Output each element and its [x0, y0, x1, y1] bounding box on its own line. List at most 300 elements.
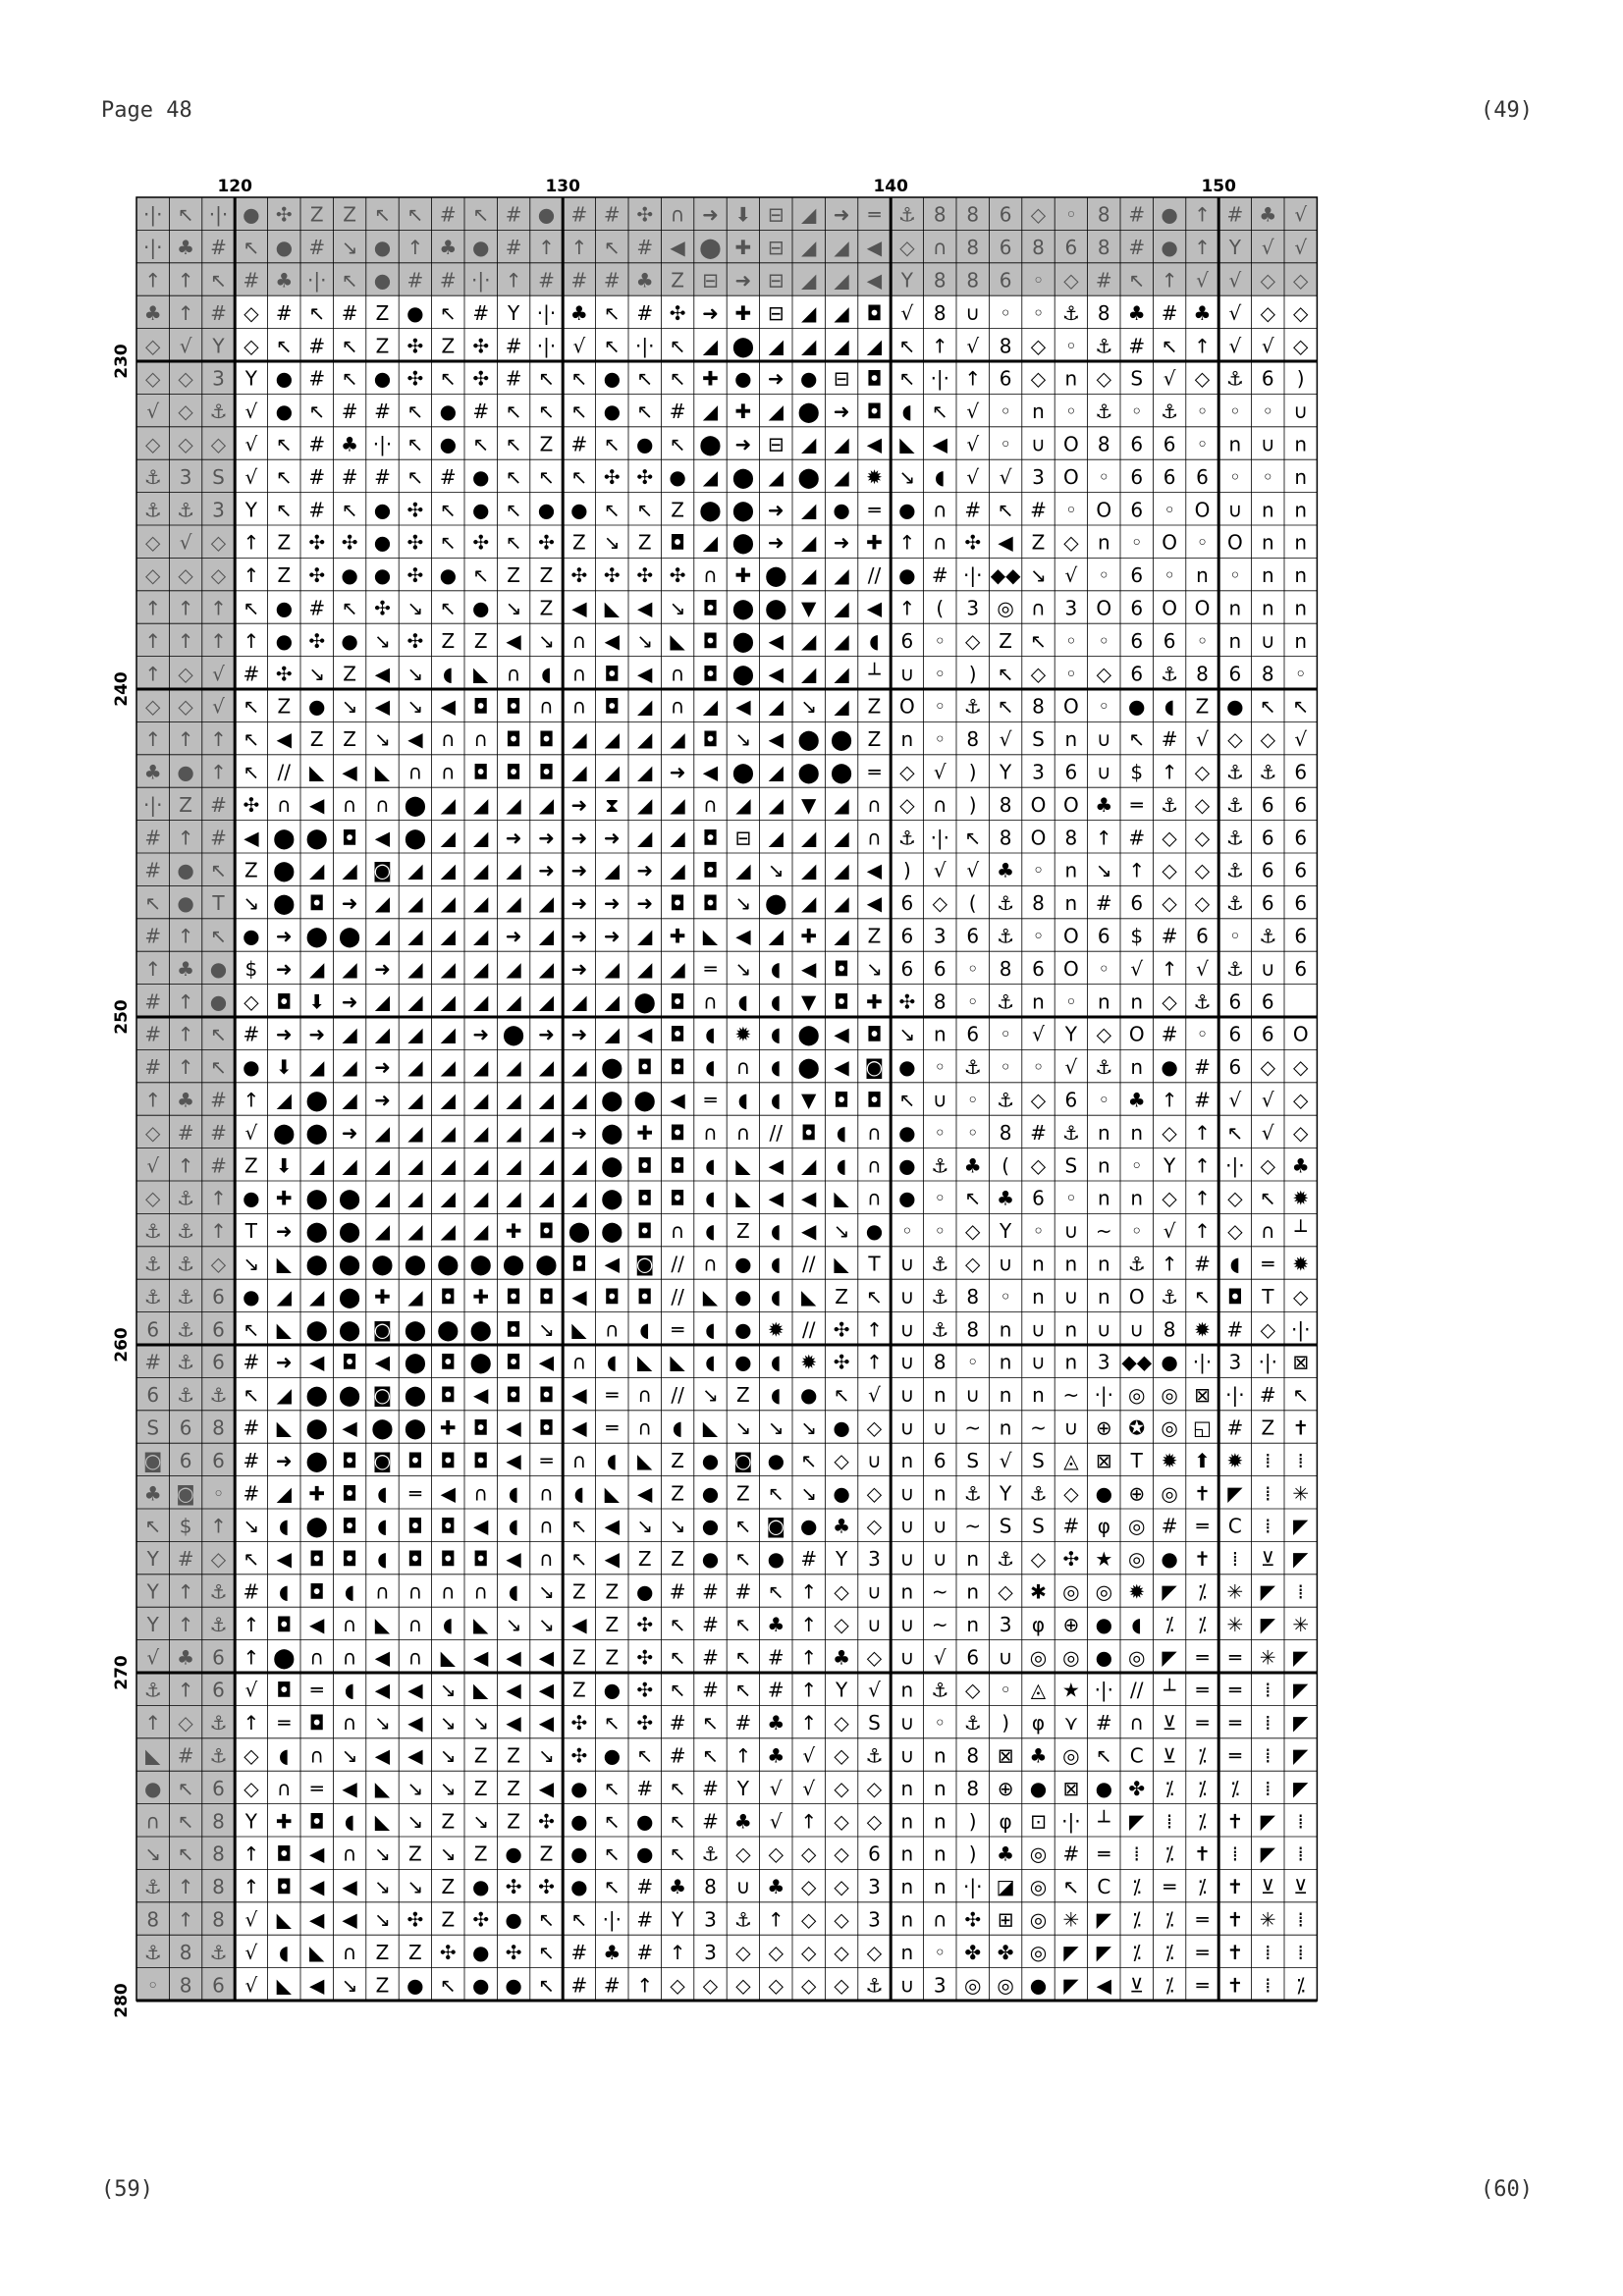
pattern-cell: ◢ — [342, 1153, 357, 1178]
pattern-cell: ═ — [1196, 1973, 1209, 1998]
pattern-cell: ◇ — [965, 628, 981, 653]
pattern-cell: ↖ — [669, 334, 686, 358]
pattern-cell: ◦ — [1130, 1219, 1143, 1244]
pattern-cell: ➜ — [275, 924, 293, 948]
pattern-cell: # — [243, 1448, 260, 1472]
pattern-cell: ◘ — [834, 989, 850, 1014]
pattern-cell: ∪ — [899, 1514, 915, 1538]
pattern-cell: ↑ — [177, 727, 194, 752]
pattern-cell: ∩ — [571, 662, 587, 686]
pattern-cell: ♣ — [635, 268, 654, 293]
pattern-cell: ⬤ — [338, 1284, 361, 1308]
pattern-cell: ◦ — [1098, 1088, 1110, 1112]
pattern-cell: ↑ — [210, 1514, 227, 1538]
pattern-cell: ◢ — [604, 956, 620, 981]
pattern-cell: ~ — [964, 1415, 982, 1440]
pattern-cell: 8 — [212, 1907, 225, 1932]
pattern-cell: ✹ — [734, 1022, 752, 1046]
pattern-cell: ◇ — [768, 1973, 784, 1998]
pattern-cell: ◀ — [571, 1612, 587, 1636]
pattern-cell: ➜ — [570, 792, 588, 817]
pattern-cell: ◇ — [965, 1219, 981, 1244]
pattern-cell: ◖ — [377, 1547, 388, 1572]
pattern-cell: 6 — [1261, 792, 1274, 817]
pattern-cell: # — [1161, 727, 1178, 752]
pattern-cell: ◀ — [735, 694, 751, 719]
pattern-cell: ◀ — [866, 596, 883, 620]
pattern-cell: ∪ — [899, 1711, 915, 1735]
pattern-cell: 8 — [212, 1415, 225, 1440]
pattern-cell: # — [1128, 202, 1146, 227]
pattern-cell: ◇ — [834, 1907, 849, 1932]
pattern-cell: ◢ — [506, 956, 521, 981]
pattern-cell: ↖ — [308, 300, 326, 325]
pattern-cell: ⊟ — [702, 268, 719, 293]
pattern-cell: O — [1030, 826, 1047, 850]
pattern-cell: Y — [1228, 236, 1242, 260]
pattern-cell: n — [933, 1809, 947, 1834]
pattern-cell: ∩ — [604, 1317, 620, 1342]
pattern-cell: ● — [537, 202, 556, 227]
pattern-cell: ◣ — [735, 1153, 751, 1178]
pattern-cell: Z — [408, 1940, 422, 1964]
pattern-cell: Z — [637, 530, 652, 555]
pattern-cell: ↖ — [144, 891, 162, 916]
pattern-cell: ● — [243, 1055, 260, 1080]
pattern-cell: ◖ — [771, 1088, 782, 1112]
pattern-cell: # — [800, 1547, 818, 1572]
pattern-cell: ↘ — [898, 464, 916, 489]
pattern-cell: ♣ — [833, 1645, 851, 1670]
pattern-cell: ➜ — [767, 366, 784, 391]
pattern-cell: 3 — [868, 1907, 881, 1932]
pattern-cell: ◘ — [538, 1415, 555, 1440]
pattern-cell: ∩ — [309, 1743, 325, 1768]
pattern-cell: Y — [671, 1907, 684, 1932]
pattern-cell: ◘ — [406, 1448, 423, 1472]
pattern-cell: ↖ — [931, 400, 948, 424]
pattern-cell: 6 — [146, 1317, 160, 1342]
pattern-cell: S — [1064, 1153, 1078, 1178]
pattern-cell: ◀ — [571, 1383, 587, 1408]
pattern-cell: ◇ — [899, 760, 915, 784]
pattern-cell: ◦ — [934, 1711, 947, 1735]
pattern-cell: ◢ — [801, 891, 817, 916]
pattern-cell: ◀ — [506, 1645, 521, 1670]
pattern-cell: Y — [835, 1678, 848, 1702]
pattern-cell: ◀ — [309, 1907, 325, 1932]
pattern-cell: ◇ — [866, 1776, 883, 1800]
pattern-cell: O — [1292, 1022, 1309, 1046]
pattern-cell: ◇ — [1096, 662, 1111, 686]
pattern-cell: ∩ — [506, 662, 521, 686]
pattern-cell: ⬤ — [797, 1055, 820, 1080]
pattern-cell: ◖ — [705, 1186, 716, 1210]
pattern-cell: Z — [605, 1579, 620, 1604]
pattern-cell: ↖ — [636, 366, 654, 391]
pattern-cell: ✣ — [570, 563, 588, 588]
pattern-cell: ◢ — [473, 1186, 489, 1210]
pattern-cell: ◢ — [801, 662, 817, 686]
pattern-cell: # — [636, 300, 654, 325]
pattern-cell: ✣ — [669, 563, 686, 588]
pattern-cell: ⚓ — [1127, 1252, 1146, 1276]
pattern-cell: ● — [603, 400, 622, 424]
pattern-cell: ◢ — [834, 300, 849, 325]
pattern-cell: ● — [1029, 1973, 1048, 1998]
pattern-cell: Z — [867, 727, 882, 752]
pattern-cell: 8 — [933, 1350, 947, 1374]
pattern-cell: ♣ — [177, 1645, 195, 1670]
pattern-cell: ▼ — [801, 989, 817, 1014]
pattern-cell: Z — [441, 1809, 456, 1834]
pattern-cell: ◢ — [834, 432, 849, 456]
pattern-cell: ◢ — [440, 1088, 456, 1112]
pattern-cell: ⬆ — [1194, 1448, 1211, 1472]
pattern-cell: √ — [146, 1645, 160, 1670]
pattern-cell: ∩ — [637, 1383, 653, 1408]
pattern-cell: ◢ — [670, 792, 685, 817]
pattern-cell: ↖ — [538, 1973, 555, 1998]
pattern-cell: n — [1294, 498, 1308, 522]
pattern-cell: Y — [1163, 1153, 1176, 1178]
pattern-cell: ◀ — [670, 236, 685, 260]
pattern-cell: ◢ — [801, 826, 817, 850]
pattern-cell: # — [1194, 1055, 1211, 1080]
pattern-cell: ⬤ — [338, 1252, 361, 1276]
pattern-cell: ⚓ — [177, 1317, 195, 1342]
pattern-cell: ◘ — [440, 1284, 457, 1308]
pattern-cell: ◘ — [308, 1809, 325, 1834]
pattern-cell: ◤ — [1162, 1579, 1177, 1604]
pattern-cell: ◣ — [637, 1350, 653, 1374]
pattern-cell: ∪ — [1260, 628, 1275, 653]
pattern-cell: ◎ — [1062, 1579, 1080, 1604]
pattern-cell: ♣ — [603, 1940, 622, 1964]
pattern-cell: ⬤ — [305, 924, 328, 948]
pattern-cell: ◘ — [342, 826, 358, 850]
pattern-cell: ◇ — [1260, 1153, 1275, 1178]
pattern-cell: √ — [802, 1776, 816, 1800]
pattern-cell: ◘ — [538, 1284, 555, 1308]
pattern-cell: # — [210, 1120, 227, 1145]
pattern-cell: $ — [244, 956, 258, 981]
pattern-cell: Z — [343, 662, 356, 686]
pattern-cell: ✣ — [505, 1875, 522, 1899]
pattern-cell: ⬤ — [404, 1350, 427, 1374]
pattern-cell: ↖ — [866, 1284, 883, 1308]
pattern-cell: ↖ — [177, 1809, 194, 1834]
pattern-cell: ◀ — [768, 1153, 784, 1178]
pattern-cell: ◢ — [834, 464, 849, 489]
pattern-cell: ◇ — [801, 1907, 817, 1932]
pattern-cell: ◤ — [1260, 1842, 1275, 1866]
pattern-cell: ↖ — [538, 400, 555, 424]
pattern-cell: ◀ — [276, 727, 292, 752]
pattern-cell: ┴ — [1098, 1809, 1110, 1834]
pattern-cell: ◢ — [801, 1153, 817, 1178]
pattern-cell: ◢ — [768, 464, 784, 489]
pattern-cell: ✚ — [734, 400, 752, 424]
pattern-cell: ◢ — [309, 956, 325, 981]
pattern-cell: 8 — [999, 792, 1012, 817]
pattern-cell: ◦ — [1262, 464, 1274, 489]
pattern-cell: ↘ — [669, 1514, 686, 1538]
pattern-cell: ⬤ — [830, 727, 853, 752]
pattern-cell: ⬤ — [731, 464, 755, 489]
pattern-cell: ♣ — [767, 1711, 785, 1735]
pattern-cell: ↖ — [243, 694, 260, 719]
pattern-cell: ◎ — [1029, 1842, 1048, 1866]
pattern-cell: ↘ — [374, 1875, 391, 1899]
pattern-cell: ◢ — [374, 924, 391, 948]
pattern-cell: ◇ — [178, 366, 193, 391]
pattern-cell: ◎ — [1161, 1481, 1178, 1506]
pattern-cell: O — [1063, 956, 1079, 981]
pattern-cell: ◀ — [309, 792, 325, 817]
pattern-cell: ↖ — [636, 1743, 654, 1768]
pattern-cell: ═ — [1228, 1645, 1241, 1670]
pattern-cell: ◖ — [771, 1252, 782, 1276]
pattern-cell: ◀ — [473, 1514, 489, 1538]
pattern-cell: ♣ — [177, 236, 195, 260]
pattern-cell: ✝ — [1226, 1875, 1244, 1899]
pattern-cell: ∪ — [899, 1284, 915, 1308]
pattern-cell: Z — [375, 1940, 390, 1964]
pattern-cell: ◢ — [702, 400, 719, 424]
pattern-cell: ● — [143, 1776, 162, 1800]
pattern-cell: ◤ — [1227, 1481, 1243, 1506]
pattern-cell: ◢ — [374, 1022, 391, 1046]
pattern-cell: n — [900, 1907, 914, 1932]
pattern-cell: ◇ — [866, 1645, 883, 1670]
pattern-cell: 6 — [212, 1284, 225, 1308]
pattern-cell: √ — [868, 1383, 881, 1408]
pattern-cell: ◢ — [506, 1186, 521, 1210]
pattern-cell: ◦ — [934, 1055, 947, 1080]
pattern-cell: # — [636, 1940, 654, 1964]
pattern-cell: ∩ — [440, 727, 456, 752]
pattern-cell: n — [1228, 432, 1242, 456]
pattern-cell: ◦ — [1065, 662, 1077, 686]
pattern-cell: ◘ — [276, 1678, 293, 1702]
pattern-cell: ) — [968, 760, 977, 784]
pattern-cell: ◀ — [801, 1186, 817, 1210]
pattern-cell: ◦ — [934, 727, 947, 752]
pattern-cell: # — [439, 268, 457, 293]
pattern-cell: ◖ — [639, 1317, 650, 1342]
pattern-cell: ∩ — [276, 792, 292, 817]
pattern-cell: O — [1227, 530, 1243, 555]
pattern-cell: Z — [539, 596, 554, 620]
pattern-cell: ◢ — [834, 924, 849, 948]
pattern-cell: ◤ — [1293, 1743, 1309, 1768]
pattern-cell: ◖ — [771, 1022, 782, 1046]
pattern-cell: ◖ — [771, 1055, 782, 1080]
pattern-cell: ∩ — [735, 1120, 751, 1145]
pattern-cell: √ — [999, 464, 1012, 489]
pattern-cell: ➜ — [275, 1219, 293, 1244]
pattern-cell: ● — [570, 1776, 588, 1800]
pattern-cell: # — [341, 400, 358, 424]
pattern-cell: ↘ — [374, 1907, 391, 1932]
pattern-cell: ✳ — [1259, 1645, 1276, 1670]
pattern-cell: # — [144, 858, 162, 882]
pattern-cell: ◢ — [670, 858, 685, 882]
pattern-cell: ◖ — [508, 1481, 519, 1506]
pattern-cell: ⬇ — [734, 202, 752, 227]
pattern-cell: ✣ — [341, 530, 358, 555]
pattern-cell: ● — [799, 366, 818, 391]
pattern-cell: ▼ — [801, 596, 817, 620]
pattern-cell: ∩ — [571, 694, 587, 719]
pattern-cell: ◘ — [702, 858, 719, 882]
pattern-cell: ↖ — [275, 432, 293, 456]
pattern-cell: ↖ — [439, 530, 457, 555]
pattern-cell: ∪ — [1293, 400, 1309, 424]
pattern-cell: ● — [373, 236, 392, 260]
pattern-cell: √ — [212, 662, 225, 686]
pattern-cell: ↘ — [505, 1612, 522, 1636]
column-tick-label: 120 — [217, 177, 252, 196]
pattern-cell: ◖ — [508, 1579, 519, 1604]
page-label: Page 48 — [101, 98, 192, 123]
pattern-cell: ◢ — [374, 1120, 391, 1145]
pattern-cell: n — [1261, 498, 1274, 522]
pattern-cell: ✣ — [406, 366, 424, 391]
pattern-cell: 8 — [966, 1743, 980, 1768]
pattern-cell: 8 — [966, 236, 980, 260]
pattern-cell: Z — [671, 268, 684, 293]
pattern-cell: ⊠ — [1292, 1350, 1310, 1374]
pattern-cell: ⁞ — [1297, 1907, 1304, 1932]
pattern-cell: ↑ — [243, 1612, 260, 1636]
pattern-cell: ◦ — [1229, 400, 1241, 424]
pattern-cell: ⚓ — [865, 1973, 884, 1998]
pattern-cell: ◣ — [309, 760, 325, 784]
pattern-cell: ⁒ — [1164, 1973, 1174, 1998]
pattern-cell: # — [243, 1579, 260, 1604]
pattern-cell: ◇ — [965, 1252, 981, 1276]
pattern-cell: ↑ — [734, 1743, 752, 1768]
pattern-cell: ◀ — [374, 1743, 391, 1768]
pattern-cell: ◇ — [243, 334, 259, 358]
pattern-cell: n — [1261, 596, 1274, 620]
pattern-cell: ✣ — [406, 563, 424, 588]
pattern-cell: 6 — [212, 1678, 225, 1702]
pattern-cell: ◇ — [834, 1842, 849, 1866]
pattern-cell: √ — [1163, 366, 1176, 391]
pattern-cell: ◦ — [146, 1973, 159, 1998]
pattern-cell: ◤ — [1129, 1809, 1145, 1834]
pattern-cell: ◇ — [1194, 792, 1211, 817]
pattern-cell: ═ — [1098, 1842, 1110, 1866]
pattern-cell: 3 — [933, 1973, 947, 1998]
pattern-cell: Z — [441, 628, 456, 653]
pattern-cell: ∩ — [473, 1481, 489, 1506]
pattern-cell: ➜ — [570, 891, 588, 916]
pattern-cell: ♣ — [177, 956, 195, 981]
pattern-cell: ◦ — [1000, 1678, 1011, 1702]
pattern-cell: S — [212, 464, 225, 489]
pattern-cell: ⁒ — [1132, 1907, 1142, 1932]
pattern-cell: ↘ — [1095, 858, 1112, 882]
pattern-cell: ◎ — [1062, 1743, 1080, 1768]
pattern-cell: ═ — [278, 1711, 291, 1735]
pattern-cell: √ — [868, 1678, 881, 1702]
pattern-cell: n — [1064, 1252, 1078, 1276]
pattern-cell: ◘ — [440, 1514, 457, 1538]
pattern-cell: ↑ — [177, 924, 194, 948]
pattern-cell: ✣ — [538, 1875, 555, 1899]
pattern-cell: ◢ — [407, 1153, 423, 1178]
pattern-cell: n — [933, 1022, 947, 1046]
pattern-cell: ➜ — [669, 760, 686, 784]
pattern-cell: ) — [902, 858, 911, 882]
pattern-cell: 6 — [933, 1448, 947, 1472]
pattern-cell: ◇ — [145, 530, 161, 555]
pattern-cell: ● — [177, 760, 194, 784]
pattern-cell: ◀ — [801, 1219, 817, 1244]
pattern-cell: ◘ — [834, 956, 850, 981]
pattern-cell: ↖ — [472, 432, 490, 456]
pattern-cell: ◢ — [538, 792, 555, 817]
pattern-cell: ∩ — [407, 1645, 423, 1670]
pattern-cell: ◢ — [538, 1186, 555, 1210]
pattern-cell: ∪ — [1129, 1317, 1145, 1342]
pattern-cell: 3 — [868, 1547, 881, 1572]
pattern-cell: ◇ — [1030, 1153, 1047, 1178]
pattern-cell: ● — [505, 1842, 522, 1866]
pattern-cell: ◢ — [506, 1153, 521, 1178]
pattern-cell: ◀ — [309, 1842, 325, 1866]
pattern-cell: # — [210, 792, 227, 817]
pattern-cell: ·|· — [1061, 1809, 1081, 1834]
pattern-cell: ◤ — [1293, 1711, 1309, 1735]
pattern-cell: n — [1294, 596, 1308, 620]
pattern-cell: ▼ — [801, 1088, 817, 1112]
pattern-cell: ◢ — [801, 432, 817, 456]
pattern-cell: ● — [898, 563, 916, 588]
pattern-cell: ♣ — [767, 1612, 785, 1636]
pattern-cell: ⬇ — [275, 1055, 293, 1080]
pattern-cell: Z — [835, 1284, 848, 1308]
pattern-cell: ∩ — [670, 202, 685, 227]
pattern-cell: ◀ — [374, 1645, 391, 1670]
pattern-cell: T — [244, 1219, 258, 1244]
pattern-cell: ✹ — [1194, 1317, 1211, 1342]
pattern-cell: ·|· — [142, 236, 163, 260]
pattern-cell: √ — [244, 1678, 258, 1702]
pattern-cell: ⚓ — [209, 400, 228, 424]
pattern-cell: ∩ — [407, 760, 423, 784]
pattern-cell: ═ — [1228, 1711, 1241, 1735]
pattern-cell: φ — [1031, 1612, 1046, 1636]
pattern-cell: ↑ — [243, 563, 260, 588]
pattern-cell: ↑ — [144, 662, 162, 686]
pattern-cell: # — [931, 563, 948, 588]
pattern-cell: ↖ — [505, 530, 522, 555]
pattern-cell: ◇ — [866, 1809, 883, 1834]
pattern-cell: n — [900, 1940, 914, 1964]
pattern-cell: Y — [244, 498, 258, 522]
row-tick-label: 230 — [112, 344, 132, 379]
pattern-cell: Z — [1195, 694, 1210, 719]
pattern-cell: ◇ — [866, 1415, 883, 1440]
pattern-cell: ◇ — [670, 1973, 685, 1998]
pattern-cell: ⁞ — [1231, 1547, 1239, 1572]
pattern-cell: ⬤ — [305, 1186, 328, 1210]
